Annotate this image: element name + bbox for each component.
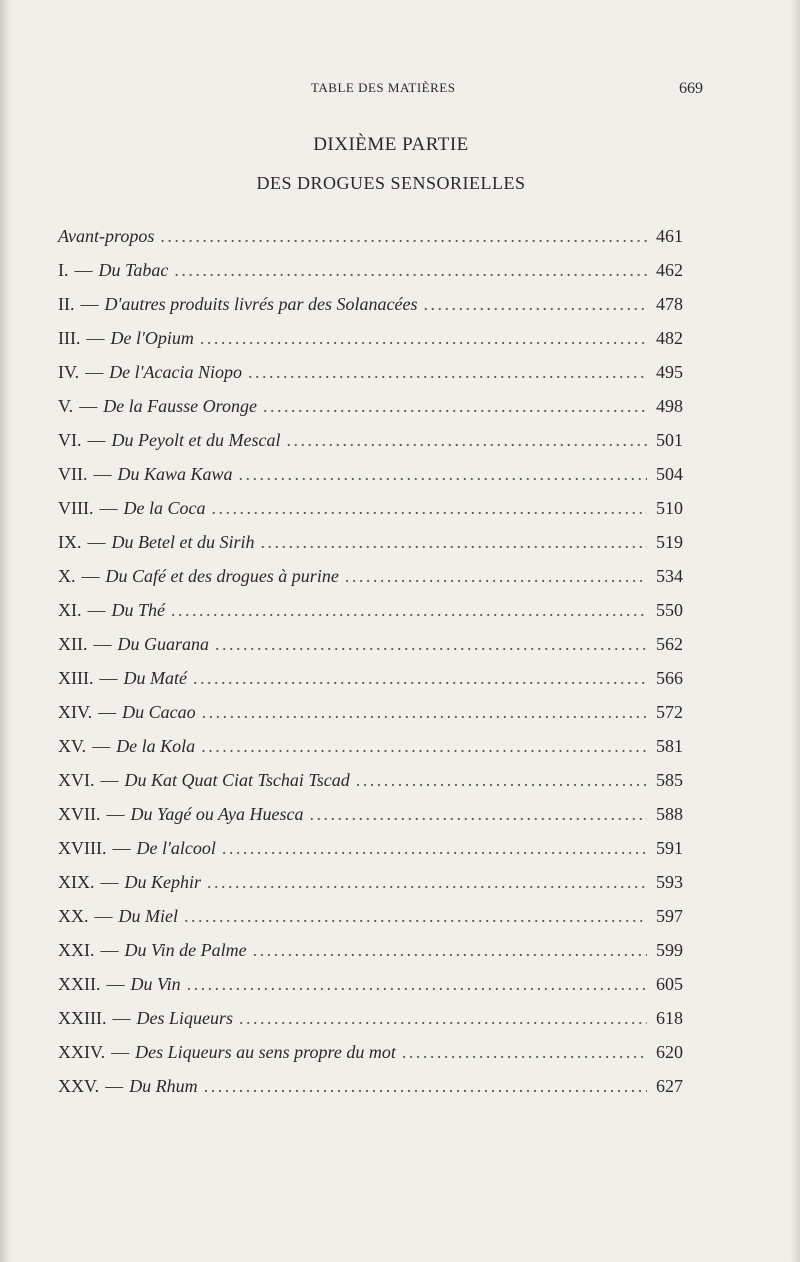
toc-entry-title: Avant-propos <box>58 226 155 246</box>
toc-entry-number: VII. <box>58 464 88 484</box>
toc-entry-dash: — <box>92 736 111 756</box>
toc-entry-number: XX. <box>58 906 89 926</box>
table-of-contents <box>58 226 683 1110</box>
toc-entry <box>58 396 683 430</box>
dot-leader <box>174 260 647 281</box>
dot-leader <box>201 736 647 757</box>
toc-entry-number: XVI. <box>58 770 95 790</box>
toc-entry-title: Du Peyolt et du Mescal <box>111 430 281 450</box>
toc-entry-number: XXII. <box>58 974 101 994</box>
toc-entry-page: 550 <box>656 600 683 620</box>
dot-leader <box>239 1008 647 1029</box>
toc-entry-page: 605 <box>656 974 683 994</box>
toc-entry-title: Du Miel <box>118 906 178 926</box>
toc-entry-title: Du Maté <box>123 668 187 688</box>
dot-leader <box>171 600 647 621</box>
dot-leader <box>310 804 648 825</box>
dot-leader <box>356 770 647 791</box>
toc-entry-title: De la Coca <box>123 498 206 518</box>
toc-entry <box>58 872 683 906</box>
toc-entry-title: Du Betel et du Sirih <box>111 532 255 552</box>
dot-leader <box>424 294 648 315</box>
part-title: DIXIÈME PARTIE <box>313 134 469 155</box>
toc-entry-number: XII. <box>58 634 88 654</box>
toc-entry-dash: — <box>93 634 112 654</box>
toc-entry-dash: — <box>100 940 119 960</box>
toc-entry-title: Du Kephir <box>124 872 201 892</box>
toc-entry-title: Du Vin de Palme <box>124 940 247 960</box>
toc-entry-title: Du Yagé ou Aya Huesca <box>130 804 304 824</box>
toc-entry-number: X. <box>58 566 76 586</box>
toc-entry-title: De l'Acacia Niopo <box>109 362 243 382</box>
toc-entry-number: V. <box>58 396 74 416</box>
toc-entry-title: Du Cacao <box>122 702 196 722</box>
toc-entry-number: XIII. <box>58 668 94 688</box>
toc-entry <box>58 940 683 974</box>
toc-entry-number: IX. <box>58 532 82 552</box>
toc-entry-dash: — <box>100 872 119 892</box>
toc-entry-number: II. <box>58 294 75 314</box>
toc-entry <box>58 260 683 294</box>
dot-leader <box>187 974 647 995</box>
toc-entry <box>58 362 683 396</box>
page-edge-shadow <box>790 0 800 1262</box>
toc-entry <box>58 770 683 804</box>
toc-entry-dash: — <box>81 566 100 586</box>
toc-entry-page: 585 <box>656 770 683 790</box>
dot-leader <box>215 634 647 655</box>
toc-entry-title: Du Kawa Kawa <box>117 464 233 484</box>
toc-entry-page: 498 <box>656 396 683 416</box>
toc-entry-page: 618 <box>656 1008 683 1028</box>
toc-entry-dash: — <box>106 974 125 994</box>
dot-leader <box>248 362 647 383</box>
toc-entry-dash: — <box>111 1042 130 1062</box>
toc-entry <box>58 566 683 600</box>
toc-entry-title: Du Rhum <box>129 1076 198 1096</box>
toc-entry-title: Du Thé <box>111 600 165 620</box>
toc-entry-number: XXI. <box>58 940 95 960</box>
toc-entry-title: Du Guarana <box>117 634 210 654</box>
toc-entry-dash: — <box>106 804 125 824</box>
toc-entry-title: Des Liqueurs au sens propre du mot <box>135 1042 396 1062</box>
dot-leader <box>207 872 647 893</box>
toc-entry-number: VIII. <box>58 498 94 518</box>
toc-entry-page: 504 <box>656 464 683 484</box>
toc-entry-title: D'autres produits livrés par des Solanacées <box>104 294 418 314</box>
toc-entry-number: XI. <box>58 600 82 620</box>
toc-entry-number: XXV. <box>58 1076 100 1096</box>
toc-entry <box>58 974 683 1008</box>
toc-entry <box>58 328 683 362</box>
toc-entry-page: 519 <box>656 532 683 552</box>
toc-entry-number: XIX. <box>58 872 95 892</box>
toc-entry-dash: — <box>79 396 98 416</box>
toc-entry <box>58 226 683 260</box>
toc-entry-dash: — <box>112 1008 131 1028</box>
dot-leader <box>263 396 647 417</box>
toc-entry-title: De la Kola <box>116 736 196 756</box>
toc-entry-title: De l'alcool <box>136 838 216 858</box>
dot-leader <box>402 1042 647 1063</box>
toc-entry <box>58 1008 683 1042</box>
dot-leader <box>222 838 647 859</box>
toc-entry-page: 591 <box>656 838 683 858</box>
dot-leader <box>345 566 647 587</box>
toc-entry-page: 462 <box>656 260 683 280</box>
toc-entry <box>58 1042 683 1076</box>
toc-entry-number: XV. <box>58 736 87 756</box>
dot-leader <box>211 498 647 519</box>
toc-entry-page: 597 <box>656 906 683 926</box>
dot-leader <box>160 226 647 247</box>
toc-entry-title: Du Tabac <box>98 260 169 280</box>
toc-entry <box>58 736 683 770</box>
running-title: TABLE DES MATIÈRES <box>311 80 456 95</box>
toc-entry-page: 562 <box>656 634 683 654</box>
toc-entry-page: 495 <box>656 362 683 382</box>
toc-entry-title: Des Liqueurs <box>136 1008 233 1028</box>
toc-entry-title: Du Kat Quat Ciat Tschai Tscad <box>124 770 350 790</box>
toc-entry <box>58 600 683 634</box>
toc-entry-page: 599 <box>656 940 683 960</box>
toc-entry <box>58 532 683 566</box>
toc-entry-number: XXIII. <box>58 1008 107 1028</box>
toc-entry-dash: — <box>105 1076 124 1096</box>
toc-entry-page: 581 <box>656 736 683 756</box>
toc-entry-page: 461 <box>656 226 683 246</box>
toc-entry-number: IV. <box>58 362 80 382</box>
toc-entry-dash: — <box>74 260 93 280</box>
toc-entry-page: 534 <box>656 566 683 586</box>
page-number: 669 <box>679 80 703 97</box>
dot-leader <box>184 906 647 927</box>
toc-entry-number: XVIII. <box>58 838 107 858</box>
toc-entry-page: 593 <box>656 872 683 892</box>
toc-entry-page: 588 <box>656 804 683 824</box>
dot-leader <box>204 1076 647 1097</box>
toc-entry-dash: — <box>80 294 99 314</box>
toc-entry <box>58 702 683 736</box>
toc-entry-number: XVII. <box>58 804 101 824</box>
toc-entry <box>58 838 683 872</box>
toc-entry <box>58 464 683 498</box>
toc-entry-page: 620 <box>656 1042 683 1062</box>
toc-entry-title: Du Vin <box>130 974 181 994</box>
toc-entry-page: 478 <box>656 294 683 314</box>
dot-leader <box>253 940 647 961</box>
toc-entry <box>58 430 683 464</box>
toc-entry <box>58 668 683 702</box>
toc-entry-number: III. <box>58 328 81 348</box>
toc-entry <box>58 634 683 668</box>
toc-entry-dash: — <box>87 600 106 620</box>
dot-leader <box>286 430 647 451</box>
toc-entry-page: 566 <box>656 668 683 688</box>
toc-entry-page: 510 <box>656 498 683 518</box>
dot-leader <box>193 668 647 689</box>
toc-entry-dash: — <box>98 702 117 722</box>
dot-leader <box>260 532 647 553</box>
toc-entry-number: VI. <box>58 430 82 450</box>
toc-entry-dash: — <box>94 906 113 926</box>
toc-entry-title: De l'Opium <box>110 328 194 348</box>
toc-entry-title: Du Café et des drogues à purine <box>105 566 339 586</box>
toc-entry <box>58 294 683 328</box>
toc-entry <box>58 906 683 940</box>
toc-entry-title: De la Fausse Oronge <box>103 396 257 416</box>
toc-entry-page: 627 <box>656 1076 683 1096</box>
toc-entry-page: 482 <box>656 328 683 348</box>
toc-entry-number: XXIV. <box>58 1042 106 1062</box>
toc-entry <box>58 804 683 838</box>
toc-entry-dash: — <box>100 770 119 790</box>
toc-entry-dash: — <box>93 464 112 484</box>
dot-leader <box>239 464 647 485</box>
toc-entry-number: XIV. <box>58 702 93 722</box>
toc-entry-dash: — <box>86 328 105 348</box>
dot-leader <box>200 328 647 349</box>
toc-entry-dash: — <box>99 498 118 518</box>
toc-entry-dash: — <box>87 532 106 552</box>
dot-leader <box>202 702 647 723</box>
toc-entry-dash: — <box>85 362 104 382</box>
toc-entry-number: I. <box>58 260 69 280</box>
toc-entry-dash: — <box>87 430 106 450</box>
toc-entry-page: 572 <box>656 702 683 722</box>
toc-entry <box>58 1076 683 1110</box>
running-head <box>0 80 800 100</box>
toc-entry-page: 501 <box>656 430 683 450</box>
toc-entry-dash: — <box>99 668 118 688</box>
part-subtitle: DES DROGUES SENSORIELLES <box>256 173 526 193</box>
toc-entry <box>58 498 683 532</box>
toc-entry-dash: — <box>112 838 131 858</box>
